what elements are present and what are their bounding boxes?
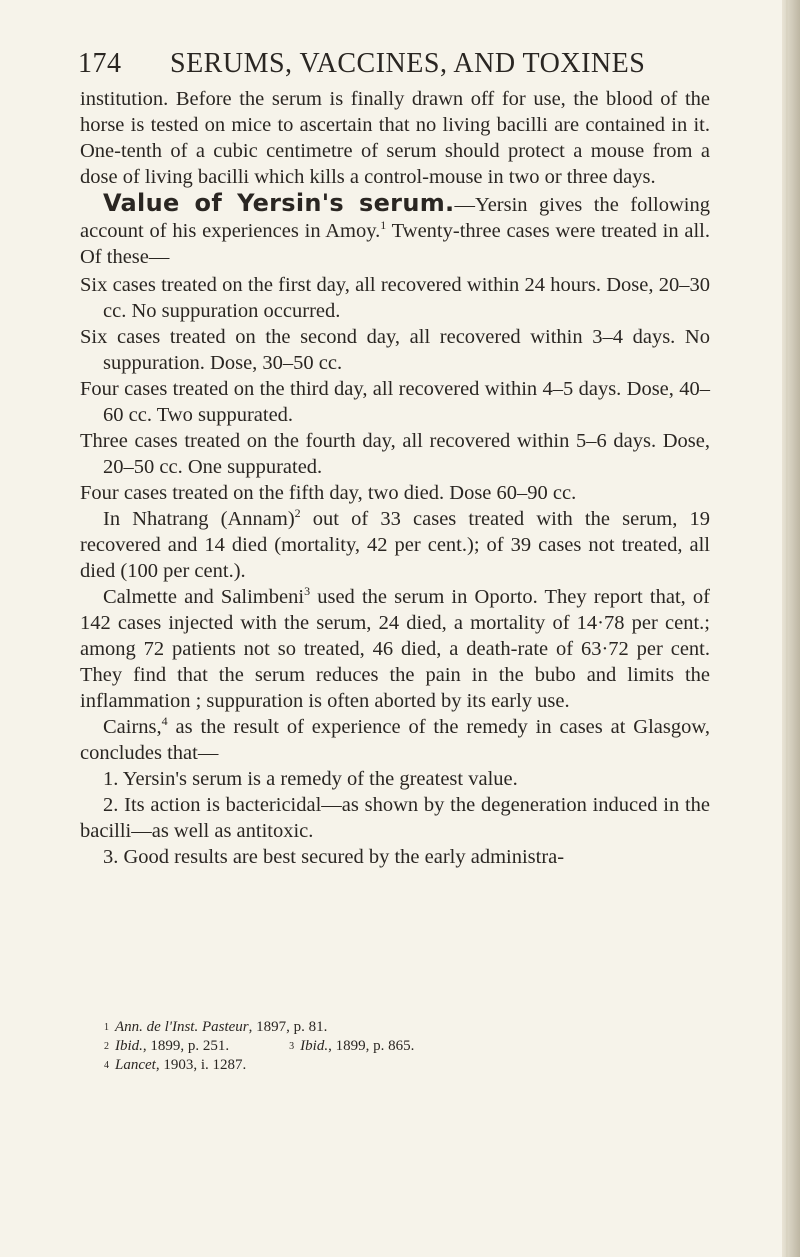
section-text: —Yersin gives the following account of his experiences in Amoy. — [80, 194, 711, 242]
case-item: Six cases treated on the second day, all recovered within 3–4 days. No suppuration. Dose, 30–50 cc. — [80, 326, 710, 374]
section-text: Twenty-three cases were treated in all. Of these— — [80, 220, 710, 268]
case-item: Three cases treated on the fourth day, all recovered within 5–6 days. Dose, 20–50 cc. One suppurated. — [80, 430, 710, 478]
paragraph-text: out of 33 cases treated with the serum, 19 recovered and 14 died (mortality, 42 per cent.); of 39 cases not treated, all died (100 per cent.). — [80, 508, 710, 582]
footnote — [104, 1038, 229, 1054]
footnote-number: 1 — [104, 1022, 109, 1033]
footnote — [289, 1038, 414, 1054]
running-title: SERUMS, VACCINES, AND TOXINES — [170, 48, 646, 79]
conclusion-item: 3. Good results are best secured by the early administra- — [103, 846, 565, 868]
page-body — [80, 86, 710, 870]
footnote-number: 2 — [104, 1041, 109, 1052]
paragraph-text: Cairns, — [103, 716, 162, 738]
paragraph-text: In Nhatrang (Annam) — [103, 508, 295, 530]
footnote-ref: 1 — [380, 218, 387, 233]
footnote-number: 3 — [289, 1041, 295, 1052]
footnote-source: Ibid. — [300, 1038, 329, 1054]
case-list — [80, 272, 710, 506]
page-number: 174 — [78, 48, 122, 79]
footnote-detail: , 1897, p. 81. — [248, 1019, 328, 1035]
case-item: Six cases treated on the first day, all recovered within 24 hours. Dose, 20–30 cc. No suppuration occurred. — [80, 274, 710, 322]
yersin-paragraph — [80, 190, 710, 270]
paragraph-text: used the serum in Oporto. They report that, of 142 cases injected with the serum, 24 died, a mortality of 14·78 per cent.; among 72 patients not so treated, 46 died, a death-rate of 63·72 per cent. They find that the serum reduces the pain in the bubo and limits the inflammation ; suppuration is often aborted by its early use. — [80, 586, 711, 712]
conclusion-item: 2. Its action is bactericidal—as shown by the degeneration induced in the bacilli—as well as antitoxic. — [80, 794, 710, 842]
paragraph-text: Calmette and Salimbeni — [103, 586, 305, 608]
footnote — [104, 1018, 704, 1037]
case-item: Four cases treated on the fifth day, two died. Dose 60–90 cc. — [80, 482, 577, 504]
footnote-ref: 3 — [304, 584, 311, 599]
footnote-source: Lancet — [115, 1057, 156, 1073]
footnote-number: 4 — [104, 1060, 109, 1071]
footnote-source: Ann. de l'Inst. Pasteur — [115, 1019, 249, 1035]
footnote-source: Ibid. — [115, 1038, 143, 1054]
paragraph-text: as the result of experience of the remedy in cases at Glasgow, concludes that— — [80, 716, 710, 764]
conclusion-list — [80, 766, 710, 870]
calmette-paragraph — [80, 584, 710, 714]
case-item: Four cases treated on the third day, all recovered within 4–5 days. Dose, 40–60 cc. Two suppurated. — [80, 378, 710, 426]
running-header — [78, 48, 740, 80]
footnote — [104, 1056, 704, 1075]
footnote-ref: 2 — [294, 506, 301, 521]
footnote-detail: , 1903, i. 1287. — [155, 1057, 247, 1073]
page-edge — [782, 0, 800, 1257]
nhatrang-paragraph — [80, 506, 710, 584]
section-heading: Value of Yersin's serum. — [103, 189, 455, 217]
intro-paragraph: institution. Before the serum is finally drawn off for use, the blood of the horse is tested on mice to ascertain that no living bacilli are contained in it. One-tenth of a cubic centimetre of serum should protect a mouse from a dose of living bacilli which kills a control-mouse in two or three days. — [80, 88, 710, 188]
footnote-ref: 4 — [161, 714, 168, 729]
footnote-detail: , 1899, p. 251. — [142, 1038, 230, 1054]
footnote-line — [104, 1037, 704, 1056]
conclusion-item: 1. Yersin's serum is a remedy of the greatest value. — [103, 768, 518, 790]
footnotes — [104, 1018, 704, 1075]
cairns-paragraph — [80, 714, 710, 766]
footnote-detail: , 1899, p. 865. — [328, 1038, 415, 1054]
